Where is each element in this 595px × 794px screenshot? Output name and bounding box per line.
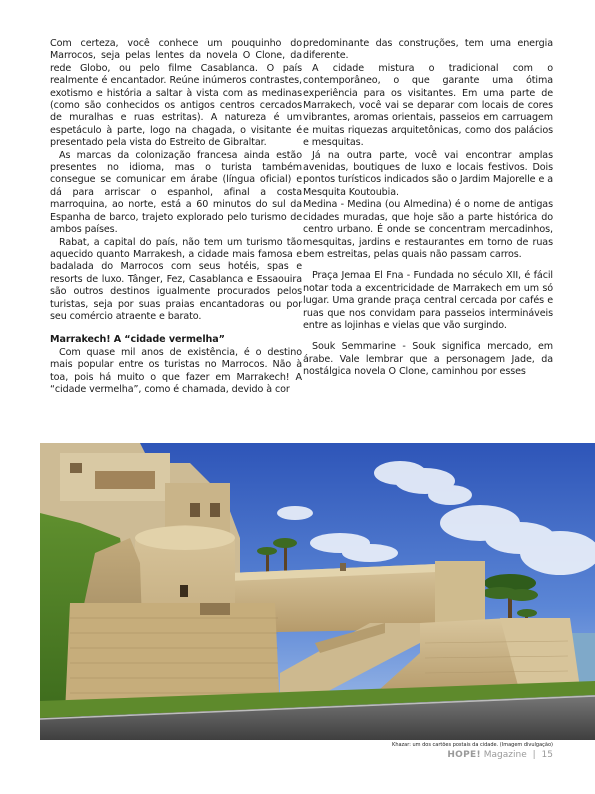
kasbah-illustration <box>40 443 595 740</box>
article-paragraph: Medina - Medina (ou Almedina) é o nome de antigas cidades muradas, que hoje são a parte histórica do centro urbano. É onde se concentram mercadinhos, mesquitas, jardins e restaurantes em torno de ruas bem estreitas, pelas quais não passam carros. <box>303 199 553 260</box>
article-paragraph: Praça Jemaa El Fna - Fundada no século XII, é fácil notar toda a excentricidade de Marrakech em um só lugar. Uma grande praça central cercada por cafés e ruas que nos convidam para passeios intermináveis entre as lojinhas e vielas que vão surgindo. <box>303 270 553 331</box>
article-paragraph: Já na outra parte, você vai encontrar amplas avenidas, boutiques de luxo e locais festivos. Dois pontos turísticos indicados são o Jardim Majorelle e a Mesquita Koutoubia. <box>303 149 553 198</box>
magazine-label: Magazine <box>483 750 527 760</box>
page-number: 15 <box>541 750 553 760</box>
magazine-brand: HOPE! <box>447 750 481 760</box>
article-paragraph: Souk Semmarine - Souk significa mercado, em árabe. Vale lembrar que a personagem Jade, da nostálgica novela O Clone, caminhou por esses <box>303 341 553 378</box>
left-column <box>50 38 302 396</box>
kasbah-photo <box>40 443 595 740</box>
article-paragraph: predominante das construções, tem uma energia diferente. <box>303 38 553 62</box>
section-heading: Marrakech! A “cidade vermelha” <box>50 334 225 346</box>
photo-caption: Khazar: um dos cartões postais da cidade. (Imagem divulgação) <box>392 742 553 748</box>
article-paragraph: A cidade mistura o tradicional com o contemporâneo, o que garante uma ótima experiência para os visitantes. Em uma parte de Marrakech, você vai se deparar com locais de cores vibrantes, aromas orientais, passeios em carruagem e muitas riquezas arquitetônicas, como dos palácios e mesquitas. <box>303 62 553 149</box>
article-paragraph: Com certeza, você conhece um pouquinho do Marrocos, seja pelas lentes da novela O Clone, da rede Globo, ou pelo filme Casablanca. O país realmente é encantador. Reúne inúmeros contrastes, exotismo e história a saltar à vista com as medinas (como são conhecidos os antigos centros cercados de muralhas e ruas estritas). A natureza é um espetáculo à parte, logo na chagada, o visitante é presentado pela vista do Estreito de Gibraltar. <box>50 38 302 149</box>
article-paragraph: As marcas da colonização francesa ainda estão presentes no idioma, mas o turista também consegue se comunicar em árabe (língua oficial) e dá para arriscar o espanhol, afinal a costa marroquina, ao norte, está a 60 minutos do sul da Espanha de barco, trajeto explorado pelo turismo de ambos países. <box>50 149 302 236</box>
article-paragraph: Com quase mil anos de existência, é o destino mais popular entre os turistas no Marrocos. Não à toa, pois há muito o que fazer em Marrakech! A “cidade vermelha”, como é chamada, devido à cor <box>50 346 302 395</box>
page-footer <box>447 750 553 760</box>
article-paragraph: Rabat, a capital do país, não tem um turismo tão aquecido quanto Marrakesh, a cidade mais famosa e badalada do Marrocos com seus hotéis, spas e resorts de luxo. Tânger, Fez, Casablanca e Essaouira são outros destinos igualmente procurados pelos turistas, seja por suas praias encantadoras ou por seu comércio atraente e barato. <box>50 236 302 322</box>
footer-separator: | <box>532 750 536 760</box>
right-column <box>303 38 553 379</box>
